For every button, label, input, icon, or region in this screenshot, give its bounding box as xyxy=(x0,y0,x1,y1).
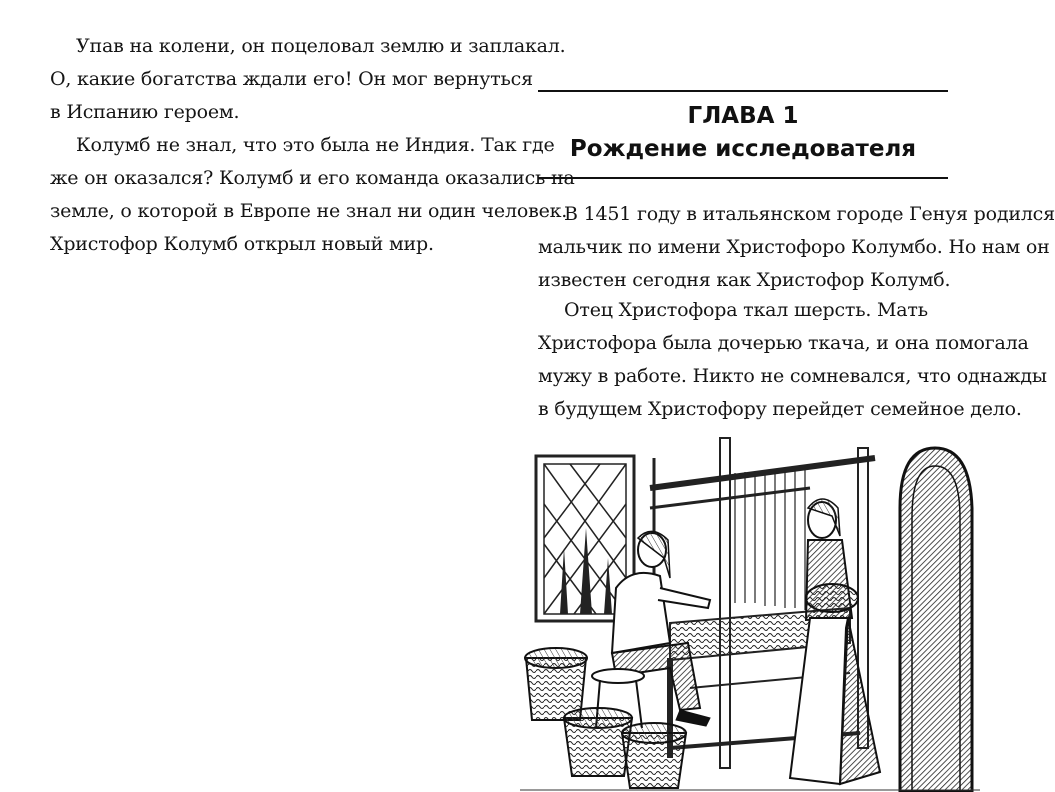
text-line: Христофора была дочерью ткача, и она помогала xyxy=(538,332,1029,354)
text-line: Христофор Колумб открыл новый мир. xyxy=(50,233,434,255)
left-paragraph-2 xyxy=(50,129,575,261)
text-line: Упав на колени, он поцеловал землю и заплакал. xyxy=(76,35,566,57)
left-paragraph-1 xyxy=(50,30,565,129)
text-line: земле, о которой в Европе не знал ни один человек. xyxy=(50,200,568,222)
chapter-top-rule xyxy=(538,90,948,92)
chapter-bottom-rule xyxy=(538,177,948,179)
right-paragraph-1 xyxy=(538,198,1055,297)
right-paragraph-2 xyxy=(538,294,1047,426)
text-line: мужу в работе. Никто не сомневался, что однажды xyxy=(538,365,1047,387)
arched-door-illustration xyxy=(900,448,972,792)
text-line: мальчик по имени Христофоро Колумбо. Но нам он xyxy=(538,236,1050,258)
weaving-loom-scene-illustration xyxy=(520,428,980,792)
text-line: в будущем Христофору перейдет семейное дело. xyxy=(538,398,1022,420)
chapter-label: ГЛАВА 1 xyxy=(687,103,799,129)
text-line: Отец Христофора ткал шерсть. Мать xyxy=(564,299,928,321)
text-line: в Испанию героем. xyxy=(50,101,240,123)
text-line: известен сегодня как Христофор Колумб. xyxy=(538,269,951,291)
chapter-title: Рождение исследователя xyxy=(569,136,917,162)
text-line: же он оказался? Колумб и его команда оказались на xyxy=(50,167,575,189)
text-line: В 1451 году в итальянском городе Генуя родился xyxy=(564,203,1055,225)
text-line: О, какие богатства ждали его! Он мог вернуться xyxy=(50,68,533,90)
text-line: Колумб не знал, что это была не Индия. Так где xyxy=(76,134,555,156)
